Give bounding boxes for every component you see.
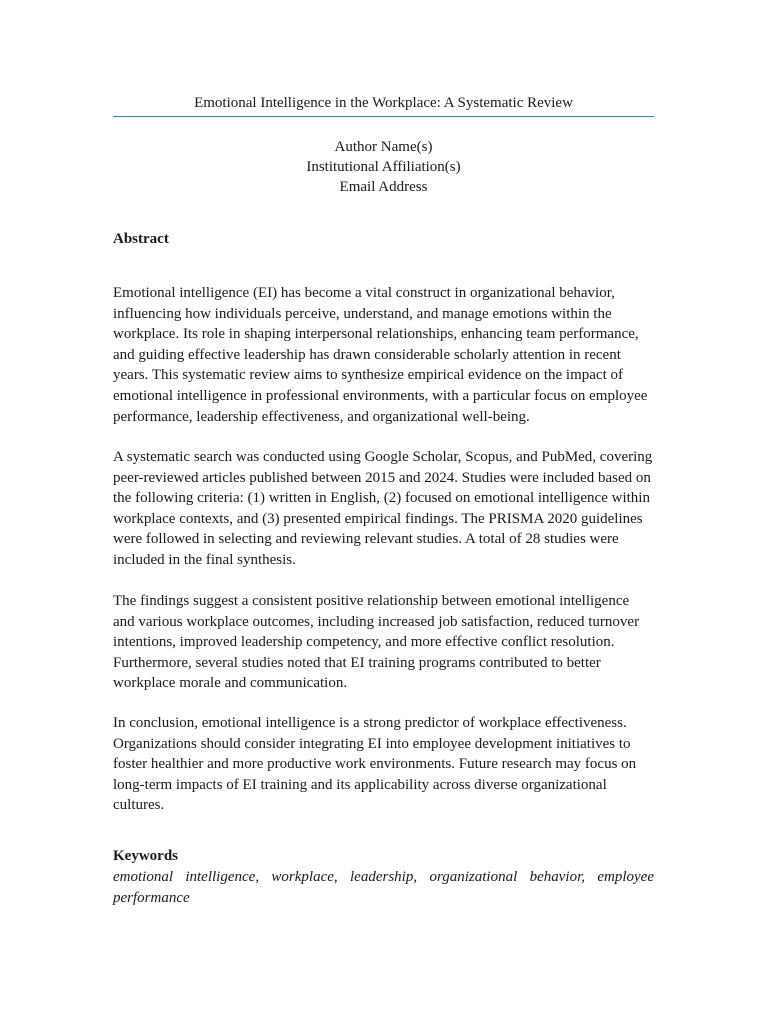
author-block: [113, 137, 654, 197]
email-address: Email Address: [339, 179, 428, 195]
abstract-paragraph-4: In conclusion, emotional intelligence is a strong predictor of workplace effectiveness. Organizations should consider integrating EI into employee development initiatives to foster healthier and more productive work environments. Future research may focus on long-term impacts of EI training and its applicability across diverse organizational cultures.: [113, 715, 637, 814]
keywords-list: emotional intelligence, workplace, leadership, organizational behavior, employee performance: [113, 869, 654, 906]
abstract-paragraph-2: A systematic search was conducted using Google Scholar, Scopus, and PubMed, covering peer-reviewed articles published between 2015 and 2024. Studies were included based on the following criteria: (1) written in English, (2) focused on emotional intelligence within workplace contexts, and (3) presented empirical findings. The PRISMA 2020 guidelines were followed in selecting and reviewing relevant studies. A total of 28 studies were included in the final synthesis.: [113, 449, 653, 568]
institutional-affiliation: Institutional Affiliation(s): [306, 159, 461, 175]
keywords-heading: Keywords: [113, 848, 178, 864]
abstract-paragraph-1: Emotional intelligence (EI) has become a vital construct in organizational behavior, influencing how individuals perceive, understand, and manage emotions within the workplace. Its role in shaping interpersonal relationships, enhancing team performance, and guiding effective leadership has drawn considerable scholarly attention in recent years. This systematic review aims to synthesize empirical evidence on the impact of emotional intelligence in professional environments, with a particular focus on employee performance, leadership effectiveness, and organizational well-being.: [113, 285, 648, 425]
author-name: Author Name(s): [334, 139, 433, 155]
abstract-heading: Abstract: [113, 231, 169, 247]
paper-title: Emotional Intelligence in the Workplace: A Systematic Review: [194, 95, 573, 111]
title-divider: [113, 116, 654, 117]
abstract-paragraph-3: The findings suggest a consistent positive relationship between emotional intelligence and various workplace outcomes, including increased job satisfaction, reduced turnover intentions, improved leadership competency, and more effective conflict resolution. Furthermore, several studies noted that EI training programs contributed to better workplace morale and communication.: [113, 593, 640, 692]
